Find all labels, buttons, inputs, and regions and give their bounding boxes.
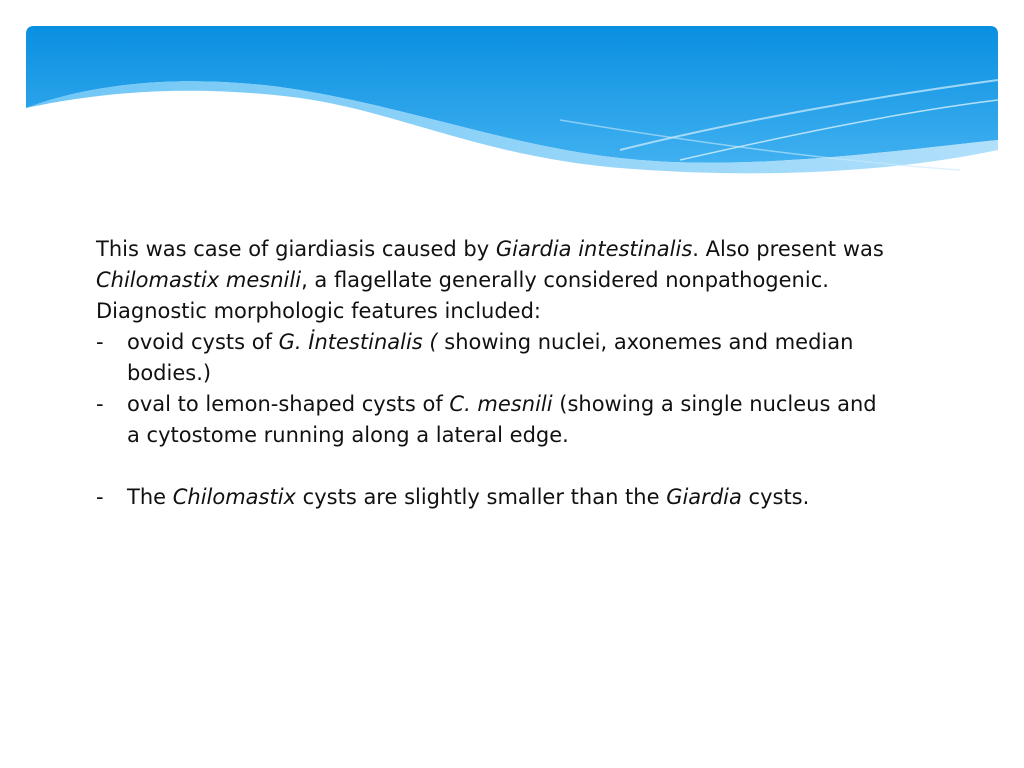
item-text: (showing a single nucleus and a cytostome running along a lateral edge. <box>127 392 877 447</box>
item-text: ovoid cysts of <box>127 330 279 354</box>
item-text: oval to lemon-shaped cysts of <box>127 392 450 416</box>
bullet-dash: - <box>96 392 104 416</box>
bullet-dash: - <box>96 485 104 509</box>
species-name: Chilomastix mesnili <box>96 268 302 292</box>
list-item <box>96 327 896 389</box>
list-item <box>96 389 896 451</box>
intro-text: . Also present was <box>692 237 884 261</box>
bullet-dash: - <box>96 330 104 354</box>
intro-text: This was case of giardiasis caused by <box>96 237 496 261</box>
feature-list <box>96 327 896 513</box>
species-name: Chilomastix <box>172 485 296 509</box>
item-text: The <box>127 485 173 509</box>
header-wave-decoration <box>0 0 1024 190</box>
slide-body <box>96 234 896 513</box>
list-item <box>96 482 896 513</box>
item-text: cysts. <box>741 485 810 509</box>
intro-text: , a flagellate generally considered nonpathogenic. Diagnostic morphologic features included: <box>96 268 829 323</box>
item-text: cysts are slightly smaller than the <box>296 485 667 509</box>
species-name: C. mesnili <box>449 392 553 416</box>
species-name: Giardia intestinalis <box>495 237 693 261</box>
species-name: G. İntestinalis ( <box>278 330 438 354</box>
species-name: Giardia <box>666 485 742 509</box>
intro-paragraph <box>96 234 896 327</box>
item-text: showing nuclei, axonemes and median bodies.) <box>127 330 854 385</box>
